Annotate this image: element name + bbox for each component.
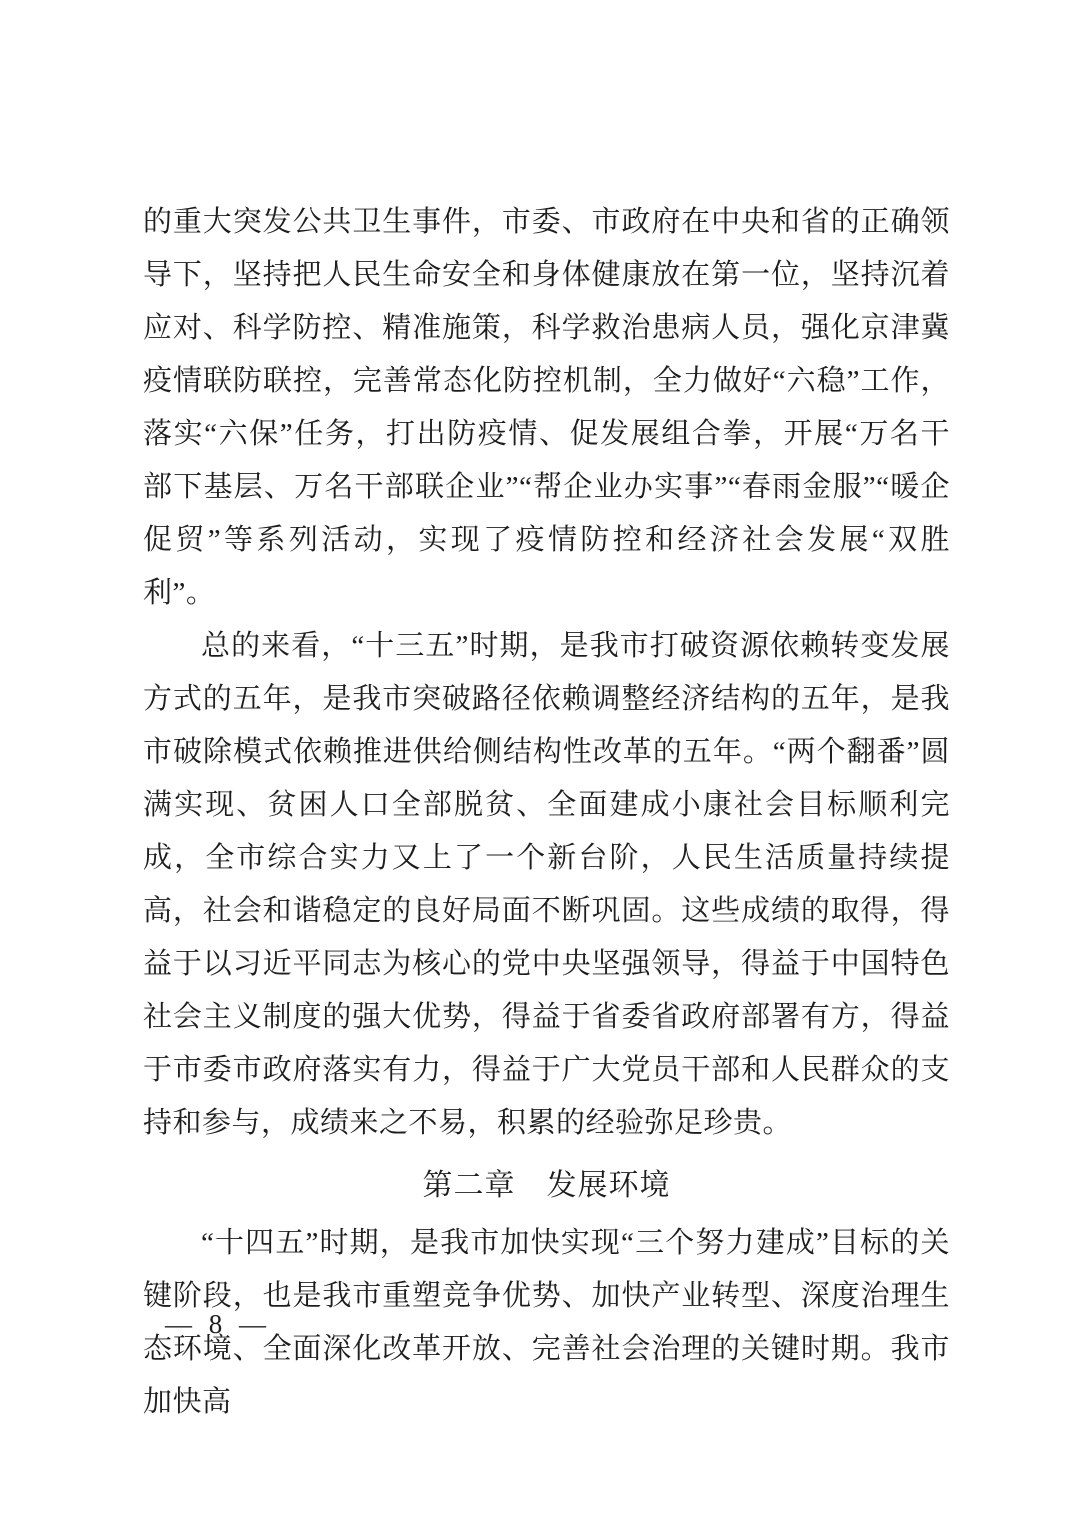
paragraph-14th-fyp-outlook: “十四五”时期，是我市加快实现“三个努力建成”目标的关键阶段，也是我市重塑竞争优势、加快产业转型、深度治理生态环境、全面深化改革开放、完善社会治理的关键时期。我市加快高 (143, 1227, 950, 1418)
chapter-heading: 第二章 发展环境 (422, 1169, 671, 1202)
page-number: — 8 — (165, 1309, 266, 1339)
document-body (143, 196, 950, 1429)
paragraph-13th-fyp-summary: 总的来看，“十三五”时期，是我市打破资源依赖转变发展方式的五年，是我市突破路径依赖调整经济结构的五年，是我市破除模式依赖推进供给侧结构性改革的五年。“两个翻番”圆满实现、贫困人口全部脱贫、全面建成小康社会目标顺利完成，全市综合实力又上了一个新台阶，人民生活质量持续提高，社会和谐稳定的良好局面不断巩固。这些成绩的取得，得益于以习近平同志为核心的党中央坚强领导，得益于中国特色社会主义制度的强大优势，得益于省委省政府部署有方，得益于市委市政府落实有力，得益于广大党员干部和人民群众的支持和参与，成绩来之不易，积累的经验弥足珍贵。 (143, 630, 950, 1139)
paragraph-covid-response: 的重大突发公共卫生事件，市委、市政府在中央和省的正确领导下，坚持把人民生命安全和身体健康放在第一位，坚持沉着应对、科学防控、精准施策，科学救治患病人员，强化京津冀疫情联防联控，完善常态化防控机制，全力做好“六稳”工作，落实“六保”任务，打出防疫情、促发展组合拳，开展“万名干部下基层、万名干部联企业”“帮企业办实事”“春雨金服”“暖企促贸”等系列活动，实现了疫情防控和经济社会发展“双胜利”。 (143, 206, 950, 609)
